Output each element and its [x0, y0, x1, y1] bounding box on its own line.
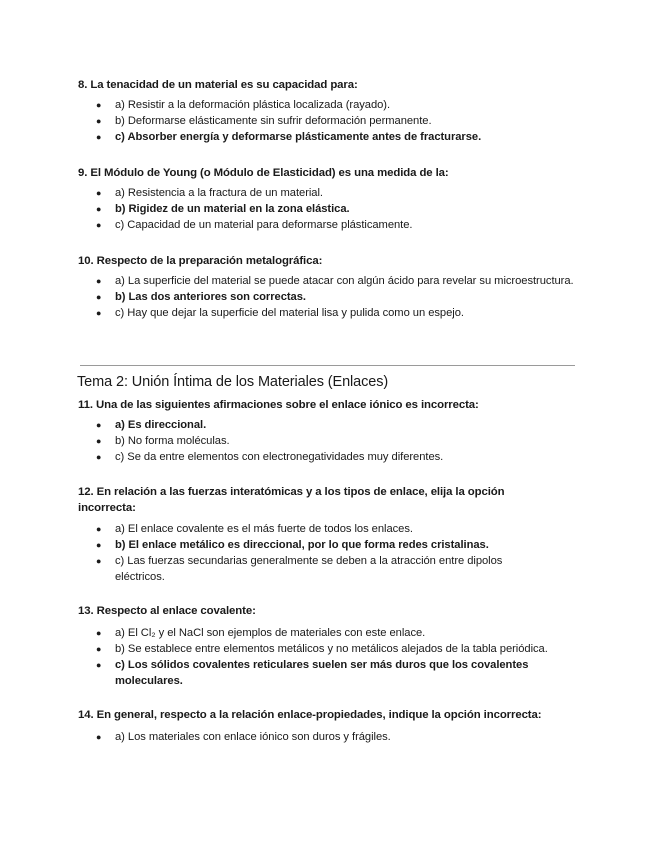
options-list — [96, 97, 586, 145]
option-item-correct — [96, 417, 586, 433]
option-text: a) El enlace covalente es el más fuerte de todos los enlaces. — [115, 523, 413, 535]
option-text: b) El enlace metálico es direccional, por lo que forma redes cristalinas. — [115, 539, 489, 551]
bullet-icon: ● — [96, 660, 102, 670]
question-title: 14. En general, respecto a la relación enlace-propiedades, indique la opción incorrecta: — [78, 709, 542, 721]
question-title: 10. Respecto de la preparación metalográfica: — [78, 255, 323, 267]
bullet-icon: ● — [96, 116, 102, 126]
question-title: 11. Una de las siguientes afirmaciones sobre el enlace iónico es incorrecta: — [78, 399, 479, 411]
bullet-icon: ● — [96, 540, 102, 550]
option-text: c) Hay que dejar la superficie del material lisa y pulida como un espejo. — [115, 307, 464, 319]
option-item — [96, 305, 586, 321]
bullet-icon: ● — [96, 732, 102, 742]
options-list — [96, 625, 586, 689]
option-item-correct — [96, 657, 586, 689]
bullet-icon: ● — [96, 644, 102, 654]
option-item — [96, 553, 541, 585]
bullet-icon: ● — [96, 292, 102, 302]
option-text: c) Los sólidos covalentes reticulares suelen ser más duros que los covalentes moleculares. — [115, 659, 529, 687]
option-text: c) Capacidad de un material para deformarse plásticamente. — [115, 219, 413, 231]
options-list — [96, 521, 541, 585]
option-item — [96, 185, 586, 201]
options-list — [96, 273, 586, 321]
bullet-icon: ● — [96, 308, 102, 318]
option-text: a) Es direccional. — [115, 419, 207, 431]
option-item — [96, 273, 586, 289]
options-list — [96, 417, 586, 465]
question-title: 12. En relación a las fuerzas interatómicas y a los tipos de enlace, elija la opción incorrecta: — [78, 486, 505, 514]
option-text: c) Las fuerzas secundarias generalmente se deben a la atracción entre dipolos eléctricos. — [115, 555, 503, 583]
option-text: a) La superficie del material se puede atacar con algún ácido para revelar su microestructura. — [115, 275, 574, 287]
bullet-icon: ● — [96, 204, 102, 214]
option-item-correct — [96, 201, 586, 217]
option-text: b) Las dos anteriores son correctas. — [115, 291, 306, 303]
bullet-icon: ● — [96, 452, 102, 462]
bullet-icon: ● — [96, 188, 102, 198]
option-item-correct — [96, 289, 586, 305]
bullet-icon: ● — [96, 628, 102, 638]
question-title: 9. El Módulo de Young (o Módulo de Elasticidad) es una medida de la: — [78, 167, 449, 179]
option-text: c) Se da entre elementos con electronegatividades muy diferentes. — [115, 451, 444, 463]
bullet-icon: ● — [96, 132, 102, 142]
bullet-icon: ● — [96, 556, 102, 566]
bullet-icon: ● — [96, 436, 102, 446]
bullet-icon: ● — [96, 524, 102, 534]
option-text: a) Resistencia a la fractura de un material. — [115, 187, 323, 199]
option-item-correct — [96, 129, 586, 145]
bullet-icon: ● — [96, 276, 102, 286]
option-item-correct — [96, 537, 541, 553]
option-item — [96, 625, 586, 641]
option-text: b) Deformarse elásticamente sin sufrir deformación permanente. — [115, 115, 432, 127]
options-list — [96, 185, 586, 233]
question-title: 13. Respecto al enlace covalente: — [78, 605, 256, 617]
option-item — [96, 433, 586, 449]
option-item — [96, 217, 586, 233]
bullet-icon: ● — [96, 420, 102, 430]
horizontal-divider — [80, 365, 575, 366]
option-item — [96, 729, 586, 745]
section-title: Tema 2: Unión Íntima de los Materiales (Enlaces) — [77, 374, 389, 390]
option-text: a) El Cl₂ y el NaCl son ejemplos de materiales con este enlace. — [115, 627, 426, 639]
option-item — [96, 449, 586, 465]
option-item — [96, 641, 586, 657]
option-text: b) No forma moléculas. — [115, 435, 230, 447]
bullet-icon: ● — [96, 100, 102, 110]
question-title: 8. La tenacidad de un material es su capacidad para: — [78, 79, 358, 91]
option-text: a) Resistir a la deformación plástica localizada (rayado). — [115, 99, 391, 111]
option-text: c) Absorber energía y deformarse plásticamente antes de fracturarse. — [115, 131, 482, 143]
option-text: b) Se establece entre elementos metálicos y no metálicos alejados de la tabla periódica. — [115, 643, 548, 655]
option-item — [96, 521, 541, 537]
bullet-icon: ● — [96, 220, 102, 230]
option-item — [96, 97, 586, 113]
options-list — [96, 729, 586, 745]
option-text: a) Los materiales con enlace iónico son duros y frágiles. — [115, 731, 391, 743]
option-item — [96, 113, 586, 129]
option-text: b) Rigidez de un material en la zona elástica. — [115, 203, 350, 215]
